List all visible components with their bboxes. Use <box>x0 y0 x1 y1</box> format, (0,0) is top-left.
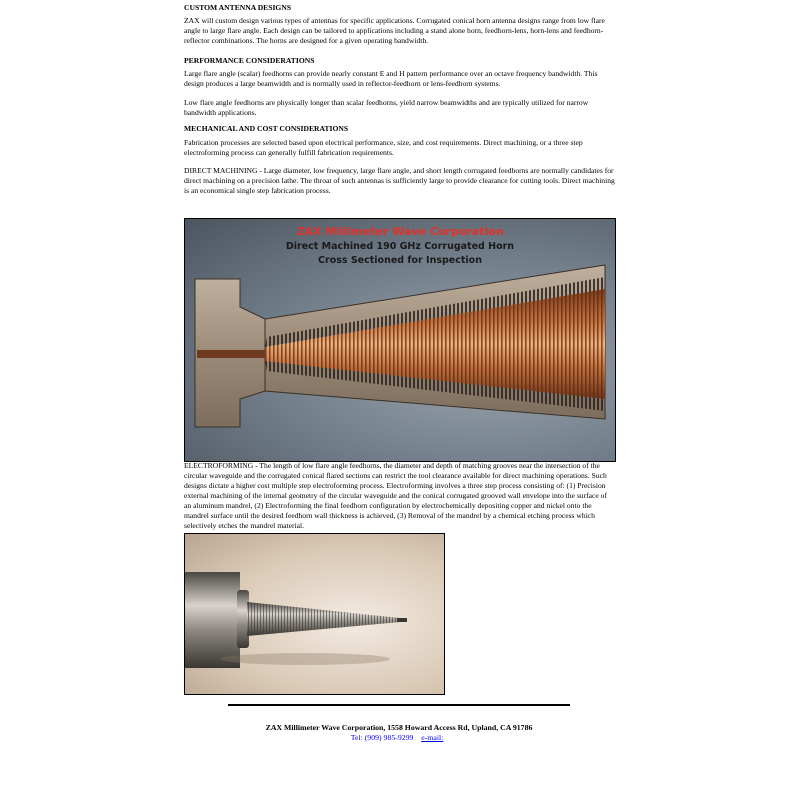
section-heading-performance: PERFORMANCE CONSIDERATIONS <box>184 56 315 65</box>
photo-caption-company: ZAX Millimeter Wave Corporation <box>296 225 504 238</box>
horn-cross-section-photo <box>184 218 616 462</box>
section-heading-mechanical: MECHANICAL AND COST CONSIDERATIONS <box>184 124 349 133</box>
electroforming-paragraph: ELECTROFORMING - The length of low flare angle feedhorns, the diameter and depth of matching grooves near the intersection of the circular waveguide and the corrugated conical flared sections can restrict the tool clearance available for direct machining operations. Such designs dictate a higher cost multiple step electroforming process. Electroforming involves a three step process consisting of: (1) Precision external machining of the internal geometry of the circular waveguide and the conical corrugated grooved wall envelope into the surface of an aluminum mandrel, (2) Electroforming the final feedhorn configuration by electrochemically depositing copper and nickel onto the mandrel surface until the desired feedhorn wall thickness is achieved, (3) Removal of the mandrel by a chemical etching process which selectively etches the mandrel material. <box>184 461 607 530</box>
direct-machining-paragraph: DIRECT MACHINING - Large diameter, low frequency, large flare angle, and short length corrugated feedhorns are normally candidates for direct machining on a precision lathe. The throat of such antennas is sufficiently large to provide clearance for cutting tools. Direct machining is an economical single step fabrication process. <box>184 166 615 195</box>
section-heading-custom: CUSTOM ANTENNA DESIGNS <box>184 3 292 12</box>
performance-paragraph-1: Large flare angle (scalar) feedhorns can provide nearly constant E and H pattern performance over an octave frequency bandwidth. This design produces a large beamwidth and is normally used in reflector-feedhorn or lens-feedhorn systems. <box>184 69 598 88</box>
performance-paragraph-2: Low flare angle feedhorns are physically longer than scalar feedhorns, yield narrow beamwidths and are typically utilized for narrow bandwidth applications. <box>184 98 589 117</box>
mechanical-paragraph-1: Fabrication processes are selected based upon electrical performance, size, and cost requirements. Direct machining, or a three step electroforming process can generally fulfill fabrication requirements. <box>184 138 583 157</box>
email-link[interactable]: e-mail: <box>421 733 444 742</box>
photo-caption-line2: Direct Machined 190 GHz Corrugated Horn <box>285 241 515 252</box>
phone-link[interactable]: Tel: (909) 985-9299 <box>350 733 414 742</box>
footer-divider <box>228 704 570 706</box>
footer-address: ZAX Millimeter Wave Corporation, 1558 Howard Access Rd, Upland, CA 91786 <box>265 723 533 732</box>
footer-contact <box>228 733 570 742</box>
mandrel-photo <box>184 533 445 695</box>
mandrel-illustration <box>185 534 444 694</box>
custom-paragraph: ZAX will custom design various types of antennas for specific applications. Corrugated conical horn antenna designs range from low flare angle to large flare angle. Each design can be tailored to applications including a stand alone horn, feedhorn-lens, horn-lens and feedhorn-reflector combinations. The horns are designed for a given operating bandwidth. <box>184 16 605 45</box>
photo-caption-line3: Cross Sectioned for Inspection <box>318 255 482 266</box>
